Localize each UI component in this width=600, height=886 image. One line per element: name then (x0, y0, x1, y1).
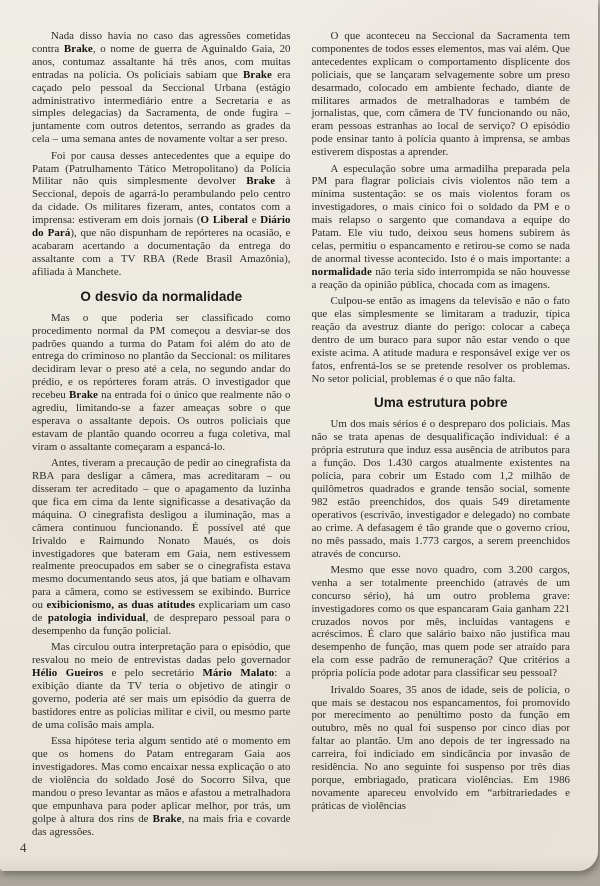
body-paragraph: Essa hipótese teria algum sentido até o momento em que os homens do Patam entregaram Gaia aos investigadores. Mas como encaixar nessa explicação o ato de violência do soldado José do Socorro Silva, que mandou o preso levantar as mãos e afastou a metralhadora que empunhava para poder aplicar melhor, por trás, um golpe à altura dos rins de Brake, na mais fria e covarde das agressões. (32, 735, 291, 838)
body-paragraph: Irivaldo Soares, 35 anos de idade, seis de polícia, o que mais se destacou nos espancamentos, foi promovido por merecimento ao penúltimo posto da função em outubro, mês no qual foi suspenso por cinco dias por faltar ao plantão. Um ano depois de ter ingressado na carreira, foi indiciado em sindicância por invasão de residência. No ano seguinte foi suspenso por três dias porque, embriagado, praticara violências. Em 1986 novamente apareceu envolvido em “arbitrariedades e práticas de violências (311, 683, 570, 812)
body-paragraph: Antes, tiveram a precaução de pedir ao cinegrafista da RBA para desligar a câmera, mas acreditaram – ou disseram ter acreditado – que o apagamento da luzinha que fica em cima da lente significasse a desativação da máquina. O cinegrafista desligou a iluminação, mas a câmera continuou funcionando. É possível até que Irivaldo e Raimundo Nonato Maués, os dois investigadores que bateram em Gaia, nem estivessem realmente preocupados em saber se o cinegrafista estava mesmo documentando seus atos, já que batiam e olhavam para a câmera, como se estivessem se exibindo. Burrice ou exibicionismo, as duas atitudes explicariam um caso de patologia individual, de despreparo pessoal para o desempenho da função policial. (32, 457, 291, 637)
section-heading: O desvio da normalidade (80, 288, 243, 304)
body-paragraph: Mas o que poderia ser classificado como procedimento normal da PM começou a desviar-se dos padrões quando a turma do Patam foi além do ato de entrega do criminoso no plantão da Seccional: os militares decidiram levar o preso até a cela, no segundo andar do prédio, e os repórteres foram atrás. O investigador que recebeu Brake na entrada foi o único que realmente não o agrediu, limitando-se a fazer ameaças sobre o que esperava o assaltante depois. Os outros policiais que estavam de plantão quando ocorreu a fuga coletiva, mal viram o assaltante começaram a espancá-lo. (32, 311, 291, 453)
text-column-right (312, 30, 571, 842)
body-paragraph: O que aconteceu na Seccional da Sacramenta tem componentes de todos esses elementos, mas vai além. Que antecedentes explicam o comportamento displicente dos policiais, que se lançaram selvagemente sobre um preso desarmado, colocado em ambiente fechado, diante de militares armados de metralhadoras e também de jornalistas, que, com câmera de TV funcionando ou não, eram pessoas estranhas ao local de serviço? O episódio pode ensinar tanto à polícia quanto à imprensa, se ambas estiverem dispostas a aprender. (311, 30, 570, 159)
body-paragraph: Um dos mais sérios é o despreparo dos policiais. Mas não se trata apenas de desqualificação individual: é a própria estrutura que induz essa ausência de atributos para a função. Dos 1.430 cargos atualmente existentes na polícia, para cobrir um Estado com 1,2 milhão de quilômetros quadrados e grande tensão social, somente 982 estão preenchidos, dos quais 549 diretamente operativos (escrivão, investigador e delegado) no combate ao crime. A defasagem é tão grande que o governo criou, no mês passado, mais 1.773 cargos, a serem preenchidos através de concurso. (311, 418, 570, 560)
body-paragraph: Mesmo que esse novo quadro, com 3.200 cargos, venha a ser totalmente preenchido (através de um concurso sério), há um outro problema grave: investigadores como os que espancaram Gaia ganham 221 cruzados novos por mês, incluídas vantagens e acréscimos. É claro que salário baixo não justifica mau desempenho de função, mas quem pode ser atraído para ela com esse padrão de remuneração? Que critérios a própria polícia pode adotar para classificar seu pessoal? (311, 563, 570, 680)
body-paragraph: Nada disso havia no caso das agressões cometidas contra Brake, o nome de guerra de Aguinaldo Gaia, 20 anos, contumaz assaltante há três anos, com muitas entradas na polícia. Os policiais sabiam que Brake era caçado pelo pessoal da Seccional Urbana (estágio administrativo intermediário entre a Secretaria e as simples delegacias) da Sacramenta, de onde fugira – juntamente com outros detentos, serrando as grades da cela – uma semana antes de novamente voltar a ser preso. (32, 30, 291, 146)
page-number: 4 (20, 840, 27, 855)
body-paragraph: A especulação sobre uma armadilha preparada pela PM para flagrar policiais civis violentos não tem a mínima sustentação: se os mais violentos foram os investigadores, o mais cínico foi o soldado da PM e o mais relapso o sargento que comandava a equipe do Patam. Ele viu tudo, deixou seus homens subirem às celas, permitiu o espancamento e retirou-se como se nada de anormal tivesse acontecido. Isto é o mais importante: a normalidade não teria sido interrompida se não houvesse a reação da opinião pública, chocada com as imagens. (311, 162, 570, 291)
body-paragraph: Mas circulou outra interpretação para o episódio, que resvalou no meio de entrevistas dadas pelo governador Hélio Gueiros e pelo secretário Mário Malato: a exibição diante da TV teria o objetivo de atingir o governo, poderia até ser mais um episódio da guerra de bastidores entre as polícias militar e civil, ou mesmo parte de uma colisão mais ampla. (32, 641, 291, 731)
body-paragraph: Foi por causa desses antecedentes que a equipe do Patam (Patrulhamento Tático Metropolitano) da Polícia Militar não quis simplesmente devolver Brake à Seccional, depois de agarrá-lo perambulando pelo centro da cidade. Os militares fizeram, antes, contatos com a imprensa: estiveram em dois jornais (O Liberal e Diário do Pará), que não dispunham de repórteres na ocasião, e acabaram acertando a documentação da entrega do assaltante com a TV RBA (Rede Brasil Amazônia), afiliada à Manchete. (32, 149, 291, 278)
body-paragraph: Culpou-se então as imagens da televisão e não o fato que elas simplesmente se limitaram a traduzir, típica reação da avestruz diante do perigo: colocar a cabeça dentro de um buraco para supor não estar vendo o que existe acima. A atitude madura e responsável exige ver os fatos, enfrentá-los se se pretende resolver os problemas. No setor policial, problemas é o que não falta. (311, 295, 570, 385)
text-column-left (32, 30, 291, 842)
section-heading: Uma estrutura pobre (373, 395, 508, 411)
